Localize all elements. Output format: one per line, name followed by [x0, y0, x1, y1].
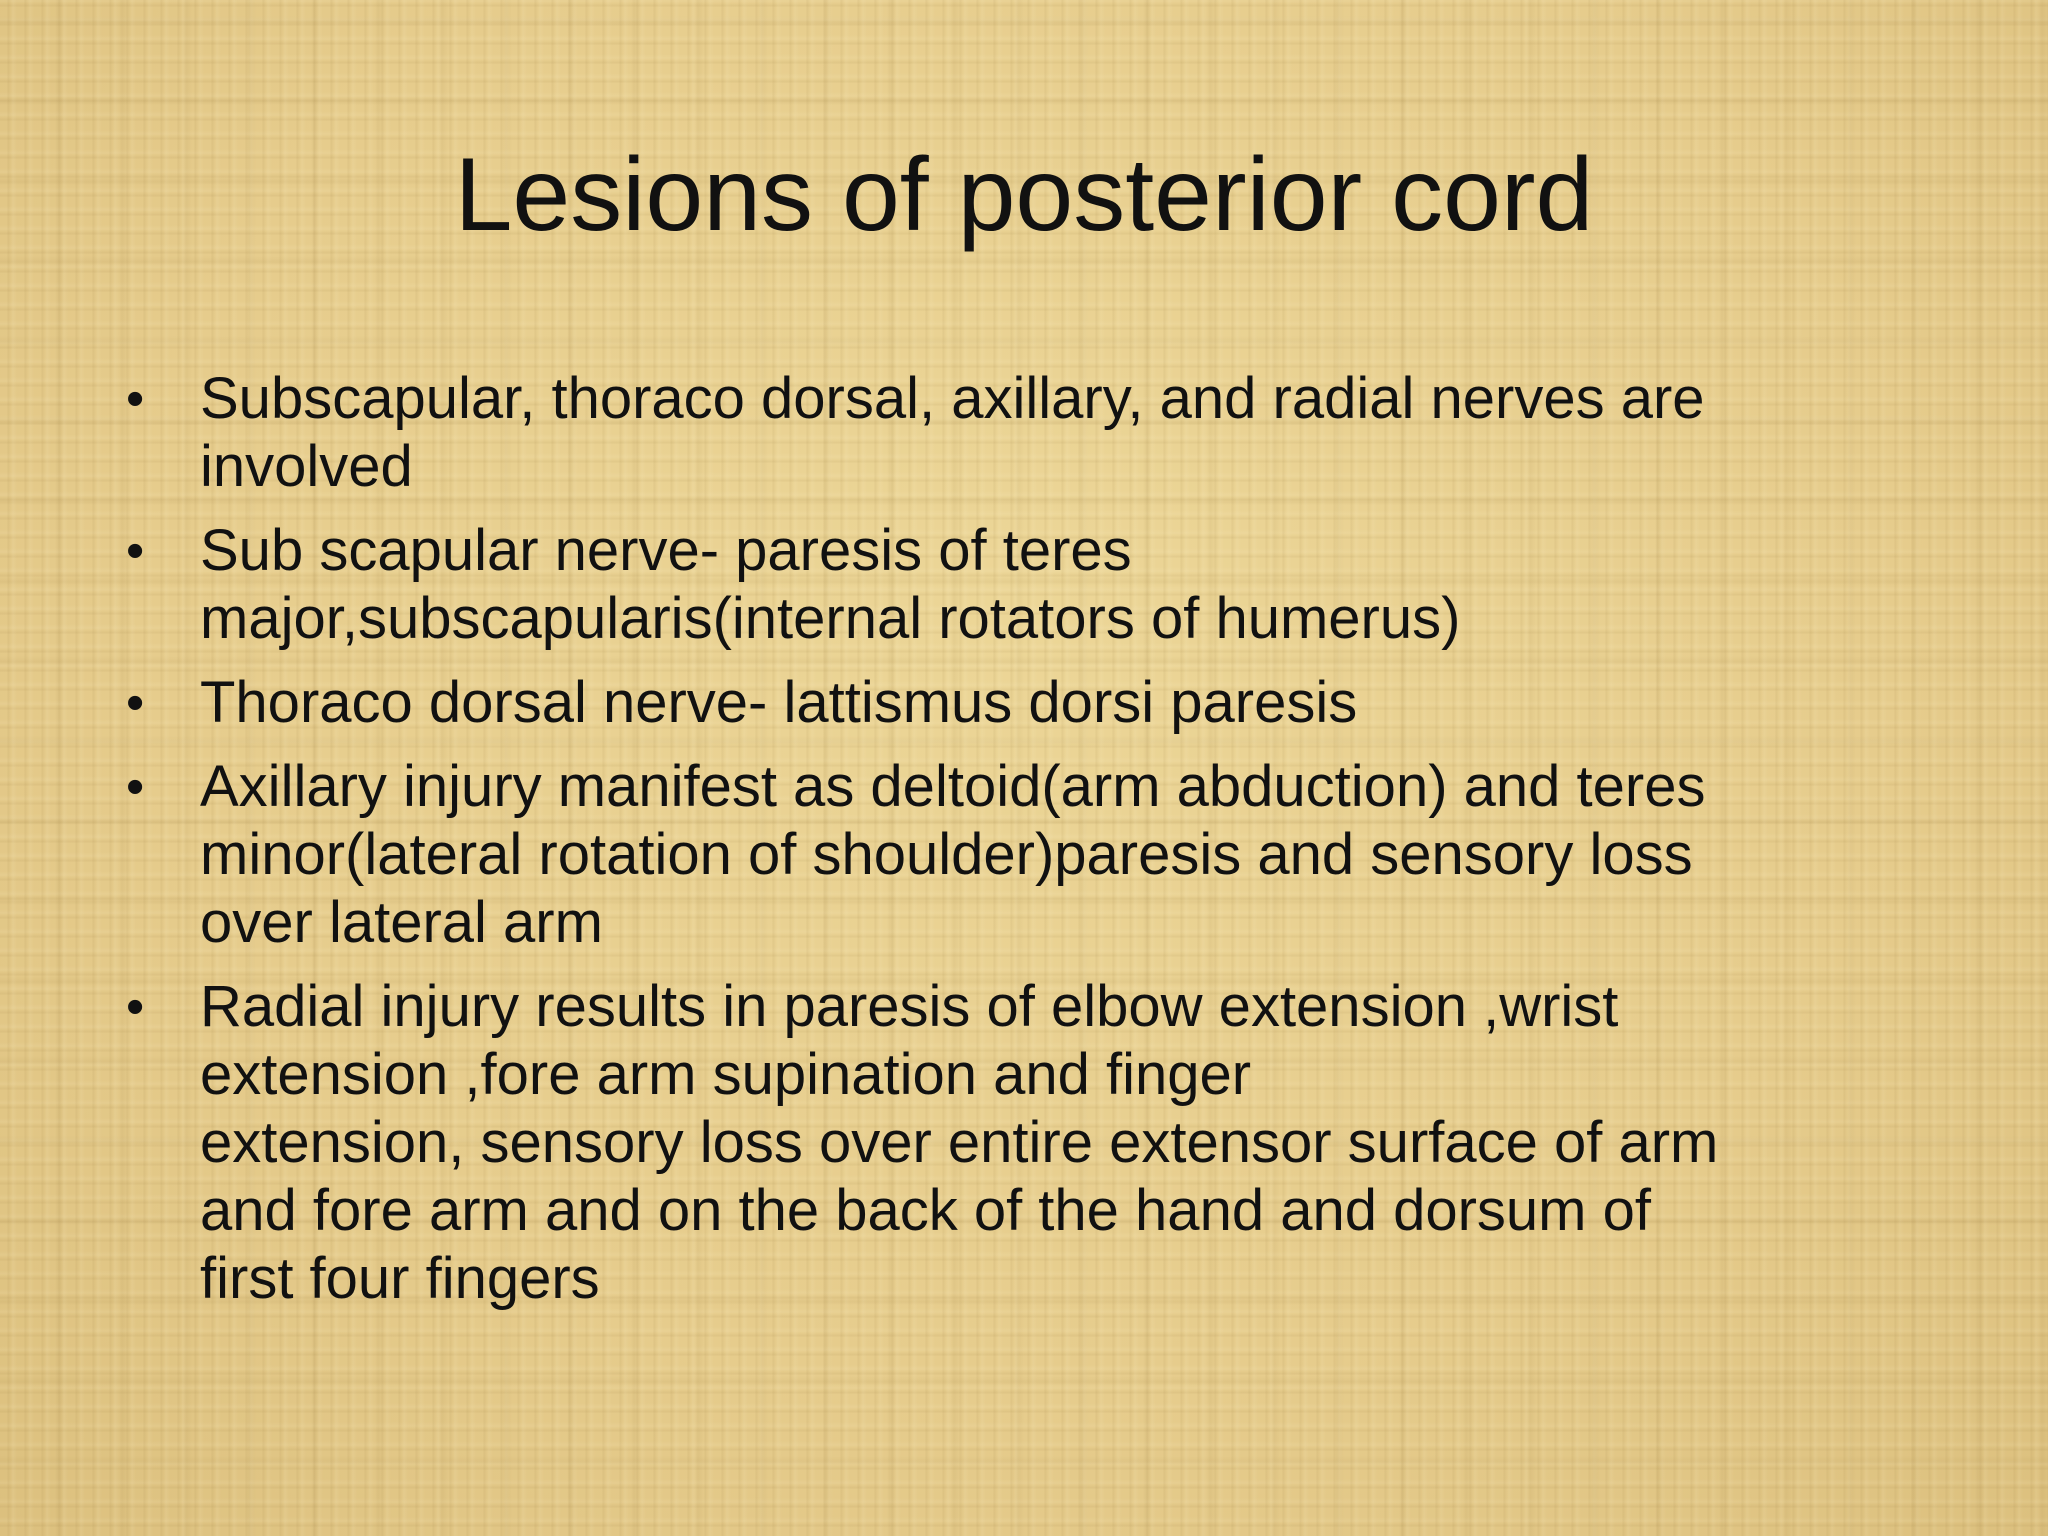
bullet-text-line: and fore arm and on the back of the hand and dorsum of: [200, 1178, 1651, 1243]
bullet-text-line: Sub scapular nerve- paresis of teres: [200, 518, 1132, 583]
bullet-icon: •: [126, 522, 145, 580]
bullet-icon: •: [126, 758, 145, 816]
bullet-text-line: Radial injury results in paresis of elbow extension ,wrist: [200, 974, 1619, 1039]
bullet-item: [120, 365, 1940, 501]
bullet-item: [120, 669, 1940, 737]
bullet-text-line: involved: [200, 434, 413, 499]
bullet-text-line: Thoraco dorsal nerve- lattismus dorsi paresis: [200, 670, 1358, 735]
bullet-list: [120, 365, 1940, 1329]
bullet-text-line: minor(lateral rotation of shoulder)paresis and sensory loss: [200, 822, 1693, 887]
bullet-text-line: first four fingers: [200, 1246, 600, 1311]
bullet-text-line: Subscapular, thoraco dorsal, axillary, and radial nerves are: [200, 366, 1705, 431]
bullet-text-line: extension, sensory loss over entire extensor surface of arm: [200, 1110, 1719, 1175]
bullet-item: [120, 973, 1940, 1313]
bullet-item: [120, 517, 1940, 653]
bullet-text-line: extension ,fore arm supination and finger: [200, 1042, 1252, 1107]
bullet-text-line: major,subscapularis(internal rotators of humerus): [200, 586, 1461, 651]
bullet-text-line: Axillary injury manifest as deltoid(arm abduction) and teres: [200, 754, 1706, 819]
bullet-icon: •: [126, 674, 145, 732]
bullet-text-line: over lateral arm: [200, 890, 603, 955]
slide-title: Lesions of posterior cord: [454, 137, 1594, 253]
bullet-icon: •: [126, 370, 145, 428]
bullet-item: [120, 753, 1940, 957]
bullet-icon: •: [126, 978, 145, 1036]
